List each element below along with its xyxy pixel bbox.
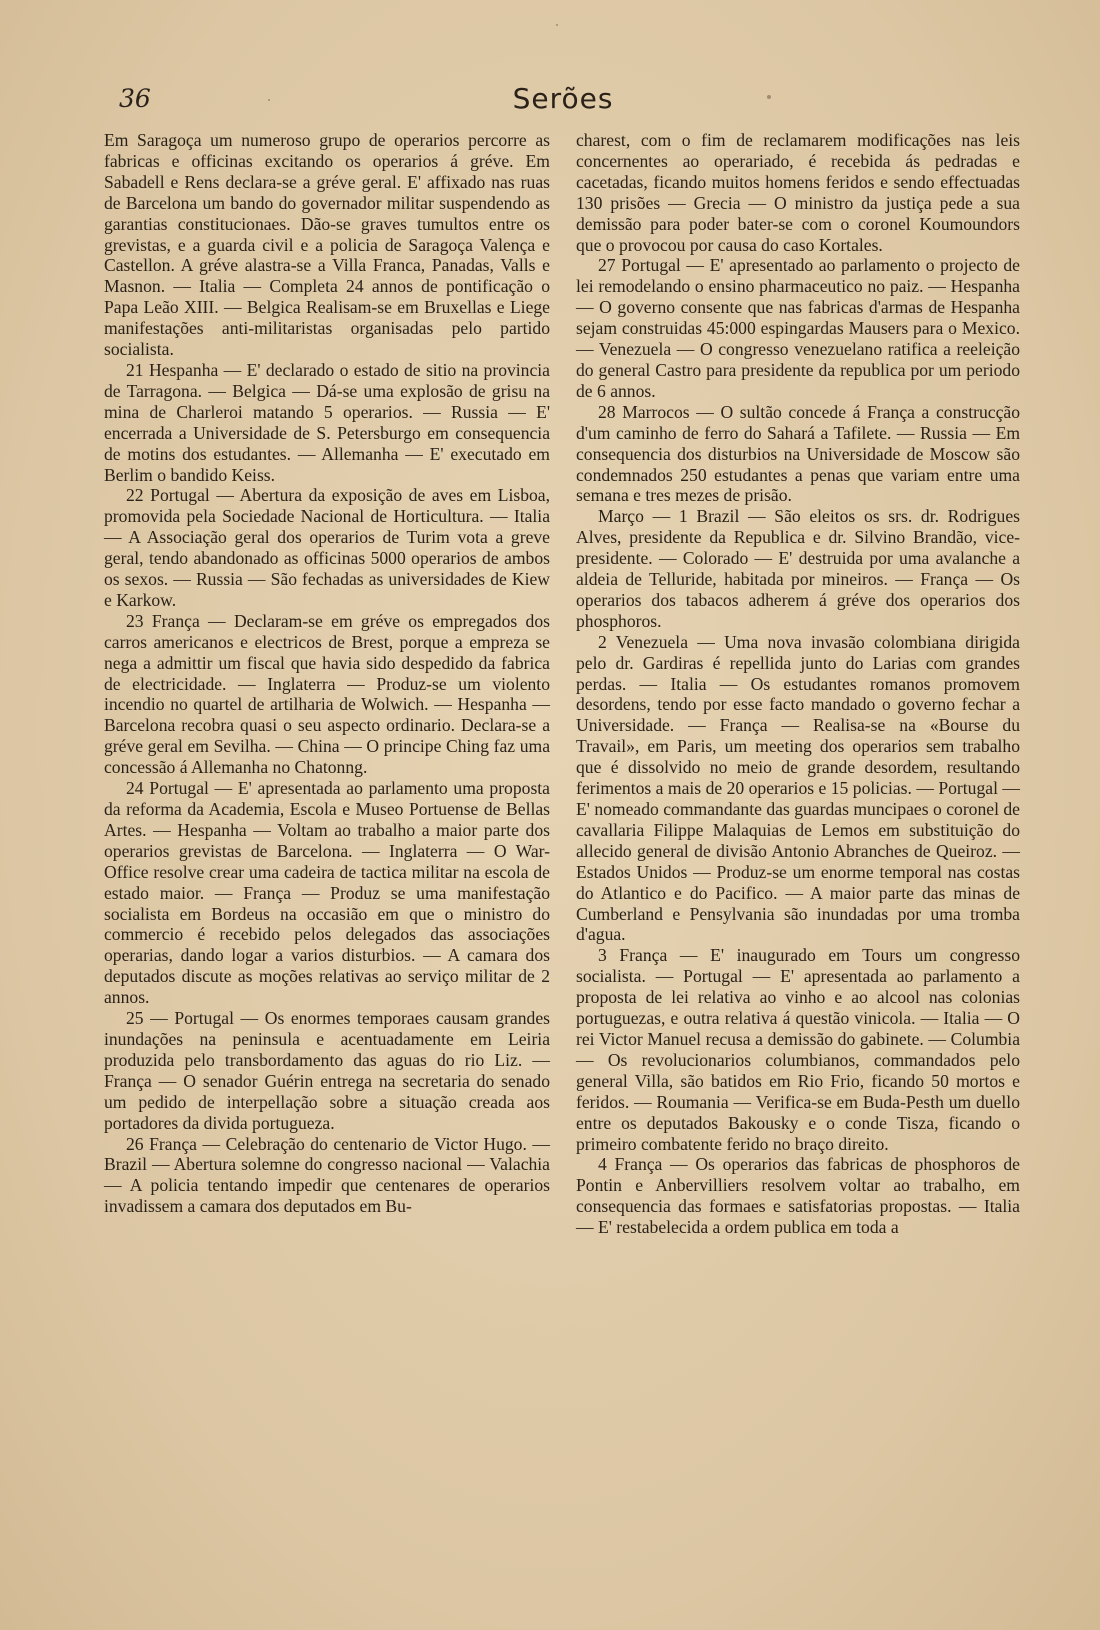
paragraph: 23 França — Declaram-se em gréve os empregados dos carros americanos e electricos de Brest, porque a empreza se nega a admittir um fiscal que havia sido despedido da fabrica de electricidade. — Inglaterra — Produz-se um violento incendio no quartel de artilharia de Wolwich. — Hespanha — Barcelona recobra quasi o seu aspecto ordinario. Declara-se a gréve geral em Sevilha. — China — O principe Ching faz uma concessão á Allemanha no Chatonng.: [104, 610, 550, 778]
paper-speck: [556, 24, 558, 26]
paragraph: 28 Marrocos — O sultão concede á França a construcção d'um caminho de ferro do Sahará a Tafilete. — Russia — Em consequencia dos disturbios na Universidade de Moscow são condemnados 250 estudantes a penas que variam entre uma semana e tres mezes de prisão.: [576, 401, 1020, 506]
paragraph: 27 Portugal — E' apresentado ao parlamento o projecto de lei remodelando o ensino pharmaceutico no paiz. — Hespanha — O governo consente que nas fabricas d'armas de Hespanha sejam construidas 45:000 espingardas Mausers para o Mexico. — Venezuela — O congresso venezuelano ratifica a reeleição do general Castro para presidente da republica por um periodo de 6 annos.: [576, 255, 1020, 401]
paragraph: 21 Hespanha — E' declarado o estado de sitio na provincia de Tarragona. — Belgica — Dá-se uma explosão de grisu na mina de Charleroi matando 5 operarios. — Russia — E' encerrada a Universidade de S. Petersburgo em consequencia de motins dos estudantes. — Allemanha — E' executado em Berlim o bandido Keiss.: [104, 359, 550, 485]
running-title: Serões: [512, 82, 614, 115]
paragraph: 4 França — Os operarios das fabricas de phosphoros de Pontin e Anbervilliers resolvem voltar ao trabalho, em consequencia das formaes e satisfatorias propostas. — Italia — E' restabelecida a ordem publica em toda a: [576, 1154, 1020, 1238]
paragraph: charest, com o fim de reclamarem modificações nas leis concernentes ao operariado, é recebida ás pedradas e cacetadas, ficando muitos homens feridos e sendo effectuadas 130 prisões — Grecia — O ministro da justiça pede a sua demissão para poder bater-se com o coronel Koumoundors que o provocou por causa do caso Kortales.: [576, 130, 1020, 255]
right-column: [576, 130, 1020, 1238]
paragraph: 26 França — Celebração do centenario de Victor Hugo. — Brazil — Abertura solemne do congresso nacional — Valachia — A policia tentando impedir que centenares de operarios invadissem a camara dos deputados em Bu-: [104, 1133, 550, 1217]
paragraph: 24 Portugal — E' apresentada ao parlamento uma proposta da reforma da Academia, Escola e Museo Portuense de Bellas Artes. — Hespanha — Voltam ao trabalho a maior parte dos operarios grevistas de Barcelona. — Inglaterra — O War-Office resolve crear uma cadeira de tactica militar na escola de estado maior. — França — Produz se uma manifestação socialista em Bordeus na occasião em que o ministro do commercio é recebido pelos delegados das associações operarias, dando logar a varios disturbios. — A camara dos deputados discute as moções relativas ao serviço militar de 2 annos.: [104, 778, 550, 1008]
paragraph: 22 Portugal — Abertura da exposição de aves em Lisboa, promovida pela Sociedade Nacional de Horticultura. — Italia — A Associação geral dos operarios de Turim vota a greve geral, tendo abandonado as officinas 5000 operarios de ambos os sexos. — Russia — São fechadas as universidades de Kiew e Karkow.: [104, 485, 550, 610]
page-number: 36: [119, 84, 151, 113]
paragraph: 2 Venezuela — Uma nova invasão colombiana dirigida pelo dr. Gardiras é repellida junto do Larias com grandes perdas. — Italia — Os estudantes romanos promovem desordens, tendo por esse facto mandado o governo fechar a Universidade. — França — Realisa-se na «Bourse du Travail», em Paris, um meeting dos operarios sem trabalho que é dissolvido no meio de grande desordem, resultando ferimentos a mais de 20 operarios e 15 policias. — Portugal — E' nomeado commandante das guardas muncipaes o coronel de cavallaria Filippe Malaquias de Lemos em substituição do allecido general de divisão Antonio Abranches de Queiroz. — Estados Unidos — Produz-se um enorme temporal nas costas do Atlantico e do Pacifico. — A maior parte das minas de Cumberland e Pensylvania são inundadas por uma tromba d'agua.: [576, 631, 1020, 945]
paragraph: 25 — Portugal — Os enormes temporaes causam grandes inundações na peninsula e acentuadamente em Leiria produzida pelo transbordamento das aguas do rio Liz. — França — O senador Guérin entrega na secretaria do senado um pedido de interpellação sobre a situação creada aos portadores da divida portugueza.: [104, 1008, 550, 1133]
paragraph: Em Saragoça um numeroso grupo de operarios percorre as fabricas e officinas excitando os operarios á gréve. Em Sabadell e Rens declara-se a gréve geral. E' affixado nas ruas de Barcelona um bando do governador militar suspendendo as garantias constitucionaes. Dão-se graves tumultos entre os grevistas, e a guarda civil e a policia de Saragoça Valença e Castellon. A gréve alastra-se a Villa Franca, Panadas, Valls e Masnon. — Italia — Completa 24 annos de pontificação o Papa Leão XIII. — Belgica Realisam-se em Bruxellas e Liege manifestações anti-militaristas organisadas pelo partido socialista.: [104, 130, 550, 360]
left-column: [104, 130, 550, 1217]
paragraph: 3 França — E' inaugurado em Tours um congresso socialista. — Portugal — E' apresentada ao parlamento a proposta de lei relativa ao vinho e ao alcool nas colonias portuguezas, e outra relativa á questão vinicola. — Italia — O rei Victor Manuel recusa a demissão do gabinete. — Columbia — Os revolucionarios columbianos, commandados pelo general Villa, são batidos em Rio Frio, ficando 50 mortos e feridos. — Roumania — Verifica-se em Buda-Pesth um duello entre os deputados Bakousky e o conde Tisza, ficando o primeiro combatente ferido no braço direito.: [576, 945, 1020, 1154]
paragraph: Março — 1 Brazil — São eleitos os srs. dr. Rodrigues Alves, presidente da Republica e dr. Silvino Brandão, vice-presidente. — Colorado — E' destruida por uma avalanche a aldeia de Telluride, habitada por mineiros. — França — Os operarios dos tabacos adherem á gréve dos operarios dos phosphoros.: [576, 506, 1020, 631]
page-header: [103, 82, 1023, 122]
